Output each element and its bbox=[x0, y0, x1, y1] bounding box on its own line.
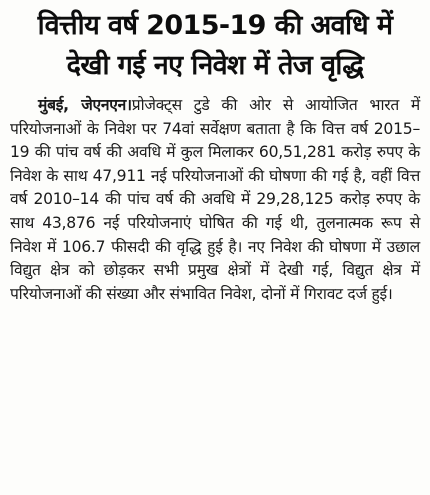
article-body-text: प्रोजेक्ट्स टुडे की ओर से आयोजित भारत में परियोजनाओं के निवेश पर 74वां सर्वेक्षण बताता है कि वित्त वर्ष 2015–19 की पांच वर्ष की अवधि में कुल मिलाकर 60,51,281 करोड़ रुपए के निवेश के साथ 47,911 नई परियोजनाओं की घोषणा की गई है, वहीं वित्त वर्ष 2010–14 की पांच वर्ष की अवधि में 29,28,125 करोड़ रुपए के साथ 43,876 नई परियोजनाएं घोषित की गई थी, तुलनात्मक रूप से निवेश में 106.7 फीसदी की वृद्धि हुई है। नए निवेश की घोषणा में उछाल विद्युत क्षेत्र को छोड़कर सभी प्रमुख क्षेत्रों में देखी गई, विद्युत क्षेत्र में परियोजनाओं की संख्या और संभावित निवेश, दोनों में गिरावट दर्ज हुई। bbox=[10, 96, 421, 303]
headline bbox=[0, 0, 430, 86]
headline-line-1: वित्तीय वर्ष 2015-19 की अवधि में bbox=[37, 10, 393, 41]
article-body bbox=[0, 94, 430, 306]
dateline: मुंबई, जेएनएन। bbox=[38, 96, 132, 114]
headline-line-2: देखी गई नए निवेश में तेज वृद्धि bbox=[66, 50, 364, 81]
